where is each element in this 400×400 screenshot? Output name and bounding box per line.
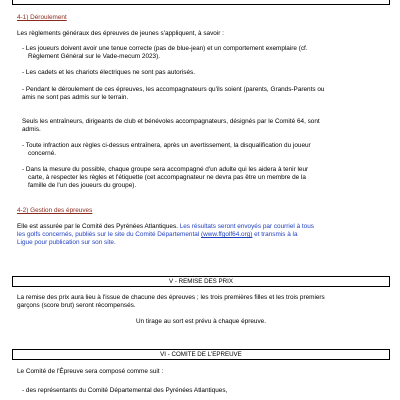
bullet-groupe-line1: - Dans la mesure du possible, chaque groupe sera accompagné d'un adulte qui les aidera à tenir leur	[22, 166, 309, 173]
bullet-accompagnateurs-line2: amis ne sont pas admis sur le terrain.	[22, 94, 129, 101]
previous-section-box-bottom	[12, 0, 390, 5]
section-header-comite: VI - COMITE DE L'EPREUVE	[12, 349, 390, 360]
gestion-text-d: et transmis à la	[252, 231, 298, 238]
bullet-tenue-line1: - Les joueurs doivent avoir une tenue correcte (pas de blue-jean) et un comportement exemplaire (cf.	[22, 45, 308, 52]
gestion-text-c: les golfs concernés, publiés sur le site du Comité Départemental	[17, 231, 201, 238]
gestion-paragraph-line3: Ligue pour publication sur son site.	[17, 239, 116, 246]
bullet-groupe-line3: famille de l'un des joueurs du groupe).	[28, 182, 137, 189]
gestion-paragraph-line1	[17, 223, 385, 231]
bullet-cadets: - Les cadets et les chariots électriques ne sont pas autorisés.	[22, 69, 195, 76]
intro-paragraph: Les règlements généraux des épreuves de jeunes s'appliquent, à savoir :	[17, 30, 224, 37]
section-header-remise-des-prix: V - REMISE DES PRIX	[12, 276, 390, 287]
paragraph-entraineurs-line1: Seuls les entraîneurs, dirigeants de club et bénévoles accompagnateurs, désignés par le Comité 64, sont	[22, 118, 320, 125]
ffgolf64-link[interactable]: (www.ffgolf64.org)	[201, 231, 253, 238]
bullet-tenue-line2: Règlement Général sur le Vade-mecum 2023).	[28, 53, 161, 60]
remise-paragraph-line1: La remise des prix aura lieu à l'issue de chacune des épreuves ; les trois premières filles et les trois premiers	[17, 294, 325, 301]
gestion-paragraph-line2	[17, 231, 385, 239]
subsection-title-gestion: 4-2) Gestion des épreuves	[17, 207, 93, 214]
bullet-infraction-line2: concerné.	[28, 150, 57, 157]
subsection-title-deroulement: 4-1) Déroulement	[17, 14, 67, 21]
tirage-au-sort-text: Un tirage au sort est prévu à chaque épreuve.	[135, 318, 267, 325]
bullet-infraction-line1: - Toute infraction aux règles ci-dessus entraînera, après un avertissement, la disqualification du joueur	[22, 142, 311, 149]
gestion-text-b: Les résultats seront envoyés par courriel à tous	[179, 223, 314, 230]
comite-bullet-representants: - des représentants du Comité Départemental des Pyrénées Atlantiques,	[22, 387, 228, 394]
paragraph-entraineurs-line2: admis.	[22, 126, 41, 133]
comite-paragraph: Le Comité de l'Épreuve sera composé comme suit :	[17, 368, 164, 375]
remise-paragraph-line2: garçons (score brut) seront récompensés.	[17, 302, 136, 309]
bullet-accompagnateurs-line1: - Pendant le déroulement de ces épreuves, les accompagnateurs qu'ils soient (parents, Grands-Parents ou	[22, 86, 325, 93]
bullet-groupe-line2: carte, à respecter les règles et l'étiquette (cet accompagnateur ne devra pas être un membre de la	[28, 174, 306, 181]
gestion-text-a: Elle est assurée par le Comité des Pyrénées Atlantiques.	[17, 223, 180, 230]
